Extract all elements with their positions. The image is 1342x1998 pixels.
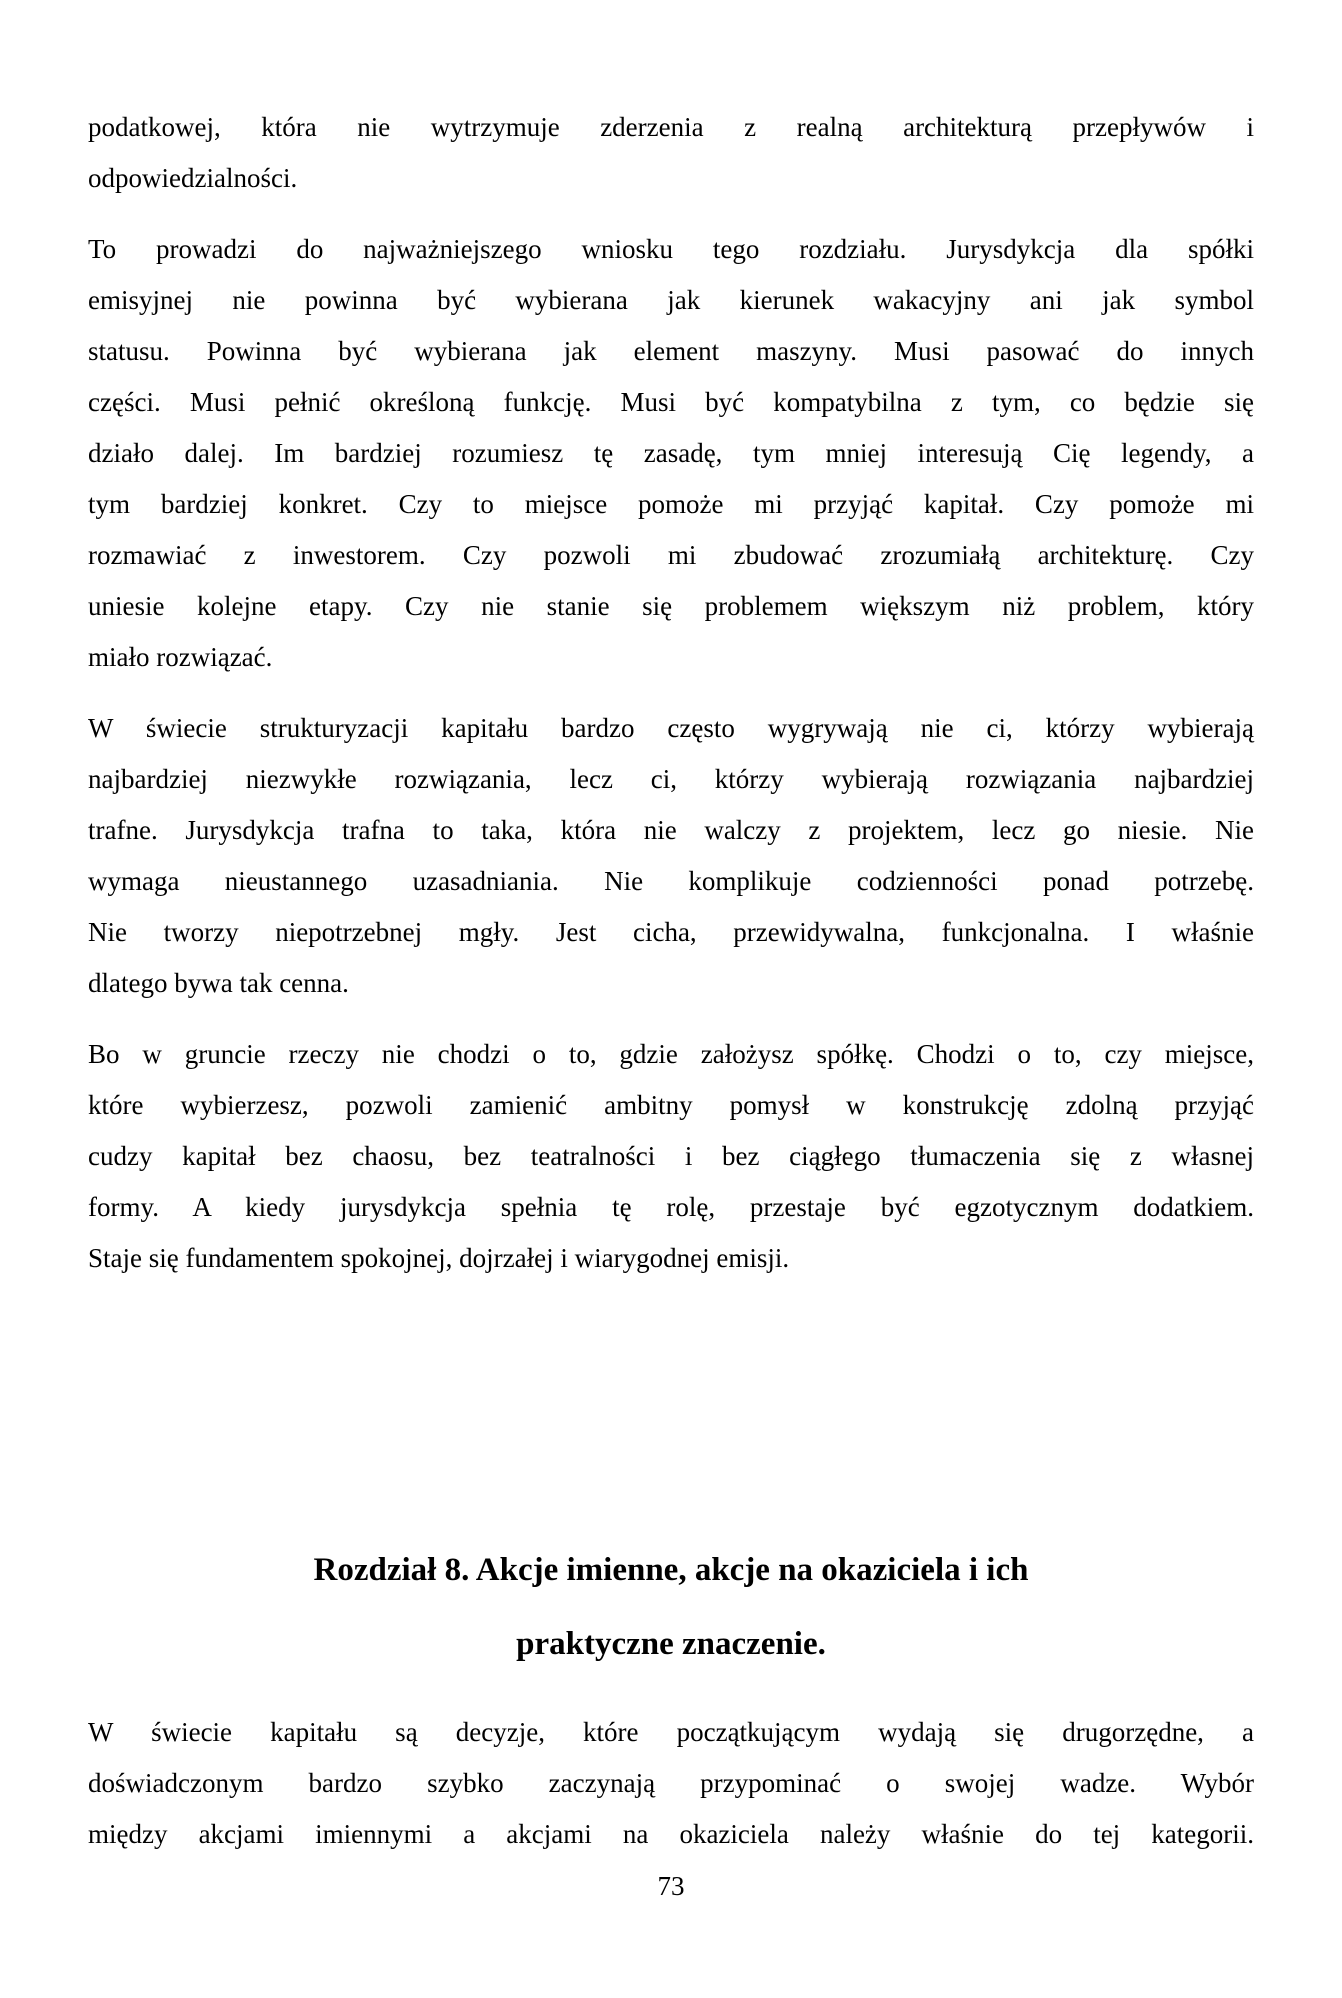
text-line: odpowiedzialności.	[88, 163, 298, 193]
page-number: 73	[657, 1871, 685, 1901]
text-line: wymaga nieustannego uzasadniania. Nie komplikuje codzienności ponad potrzebę.	[88, 866, 1254, 896]
text-line: podatkowej, która nie wytrzymuje zderzenia z realną architekturą przepływów i	[88, 112, 1254, 142]
text-line: miało rozwiązać.	[88, 642, 273, 672]
section-break	[88, 1304, 1254, 1533]
text-line: cudzy kapitał bez chaosu, bez teatralności i bez ciągłego tłumaczenia się z własnej	[88, 1141, 1254, 1171]
text-line: najbardziej niezwykłe rozwiązania, lecz ci, którzy wybierają rozwiązania najbardziej	[88, 764, 1254, 794]
paragraph	[88, 102, 1254, 204]
text-line: dlatego bywa tak cenna.	[88, 968, 349, 998]
text-line: uniesie kolejne etapy. Czy nie stanie się problemem większym niż problem, który	[88, 591, 1254, 621]
paragraph	[88, 1029, 1254, 1284]
text-line: między akcjami imiennymi a akcjami na okaziciela należy właśnie do tej kategorii.	[88, 1819, 1254, 1849]
text-line: W świecie kapitału są decyzje, które początkującym wydają się drugorzędne, a	[88, 1717, 1254, 1747]
text-line: statusu. Powinna być wybierana jak element maszyny. Musi pasować do innych	[88, 336, 1254, 366]
heading-line: Rozdział 8. Akcje imienne, akcje na okaziciela i ich	[313, 1552, 1029, 1588]
text-line: W świecie strukturyzacji kapitału bardzo często wygrywają nie ci, którzy wybierają	[88, 713, 1254, 743]
paragraph	[88, 703, 1254, 1009]
text-line: które wybierzesz, pozwoli zamienić ambitny pomysł w konstrukcję zdolną przyjąć	[88, 1090, 1254, 1120]
chapter-heading	[88, 1533, 1254, 1681]
text-line: części. Musi pełnić określoną funkcję. Musi być kompatybilna z tym, co będzie się	[88, 387, 1254, 417]
text-line: działo dalej. Im bardziej rozumiesz tę zasadę, tym mniej interesują Cię legendy, a	[88, 438, 1254, 468]
text-line: Staje się fundamentem spokojnej, dojrzałej i wiarygodnej emisji.	[88, 1243, 790, 1273]
text-line: emisyjnej nie powinna być wybierana jak kierunek wakacyjny ani jak symbol	[88, 285, 1254, 315]
heading-line: praktyczne znaczenie.	[516, 1626, 826, 1662]
document-content	[88, 102, 1254, 1880]
paragraph	[88, 1707, 1254, 1860]
paragraph	[88, 224, 1254, 683]
text-line: tym bardziej konkret. Czy to miejsce pomoże mi przyjąć kapitał. Czy pomoże mi	[88, 489, 1254, 519]
text-line: trafne. Jurysdykcja trafna to taka, która nie walczy z projektem, lecz go niesie. Nie	[88, 815, 1254, 845]
text-line: formy. A kiedy jurysdykcja spełnia tę rolę, przestaje być egzotycznym dodatkiem.	[88, 1192, 1254, 1222]
text-line: doświadczonym bardzo szybko zaczynają przypominać o swojej wadze. Wybór	[88, 1768, 1254, 1798]
text-line: Bo w gruncie rzeczy nie chodzi o to, gdzie założysz spółkę. Chodzi o to, czy miejsce,	[88, 1039, 1254, 1069]
text-line: Nie tworzy niepotrzebnej mgły. Jest cicha, przewidywalna, funkcjonalna. I właśnie	[88, 917, 1254, 947]
text-line: To prowadzi do najważniejszego wniosku tego rozdziału. Jurysdykcja dla spółki	[88, 234, 1254, 264]
text-line: rozmawiać z inwestorem. Czy pozwoli mi zbudować zrozumiałą architekturę. Czy	[88, 540, 1254, 570]
